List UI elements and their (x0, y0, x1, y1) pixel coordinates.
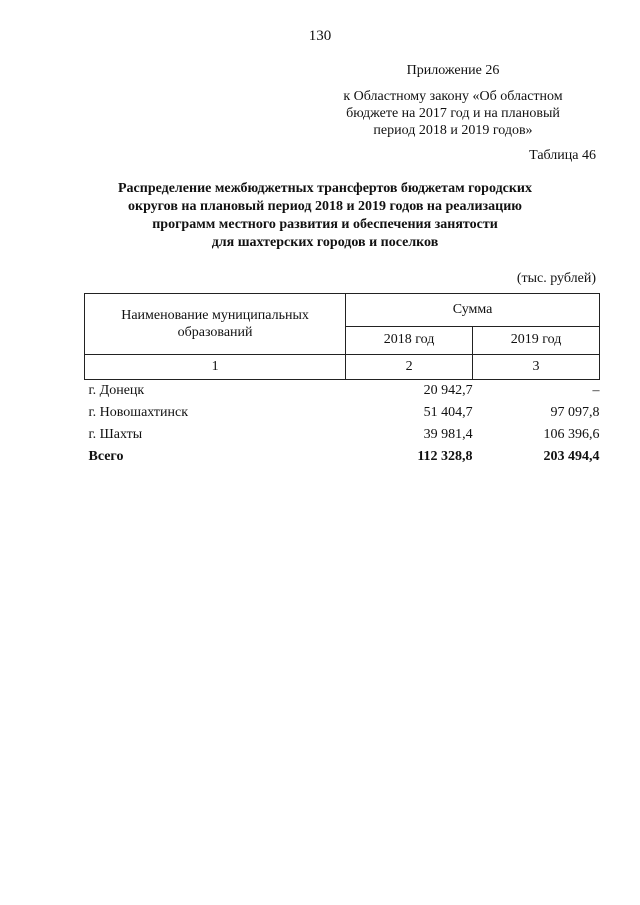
municipality-name: г. Новошахтинск (88, 405, 189, 420)
header-sum: Сумма (346, 294, 600, 327)
column-number: 1 (85, 355, 346, 380)
table-row (85, 380, 600, 403)
amount-2019: – (592, 383, 600, 398)
total-label: Всего (88, 449, 124, 464)
table-row (85, 402, 600, 424)
title-line: для шахтерских городов и поселков (211, 235, 439, 250)
column-number: 2 (346, 355, 473, 380)
total-row (85, 446, 600, 468)
column-numbers-row (85, 355, 600, 380)
title-line: программ местного развития и обеспечения занятости (152, 217, 498, 232)
amount-2018: 51 404,7 (423, 405, 473, 420)
document-title (90, 180, 560, 252)
page-number: 130 (308, 28, 332, 44)
amount-2018: 39 981,4 (423, 427, 473, 442)
amount-2019: 106 396,6 (543, 427, 600, 442)
header-name: Наименование муниципальных образований (85, 294, 346, 355)
header-2019: 2019 год (473, 326, 600, 354)
total-2019: 203 494,4 (543, 449, 600, 464)
amount-2018: 20 942,7 (423, 383, 473, 398)
municipality-name: г. Шахты (88, 427, 143, 442)
title-line: Распределение межбюджетных трансфертов бюджетам городских (117, 181, 532, 196)
title-line: округов на плановый период 2018 и 2019 годов на реализацию (128, 199, 522, 214)
header-row (85, 294, 600, 327)
units-label: (тыс. рублей) (516, 271, 596, 286)
total-2018: 112 328,8 (417, 449, 473, 464)
appendix-line: к Областному закону «Об областном (343, 89, 563, 104)
column-number: 3 (473, 355, 600, 380)
appendix-block (318, 62, 588, 139)
table-number: Таблица 46 (529, 148, 596, 163)
appendix-line: период 2018 и 2019 годов» (373, 123, 533, 138)
header-2018: 2018 год (346, 326, 473, 354)
table-row (85, 424, 600, 446)
appendix-line: бюджете на 2017 год и на плановый (346, 106, 560, 121)
appendix-title: Приложение 26 (406, 63, 500, 78)
amount-2019: 97 097,8 (550, 405, 600, 420)
transfers-table (84, 293, 600, 468)
municipality-name: г. Донецк (88, 383, 145, 398)
